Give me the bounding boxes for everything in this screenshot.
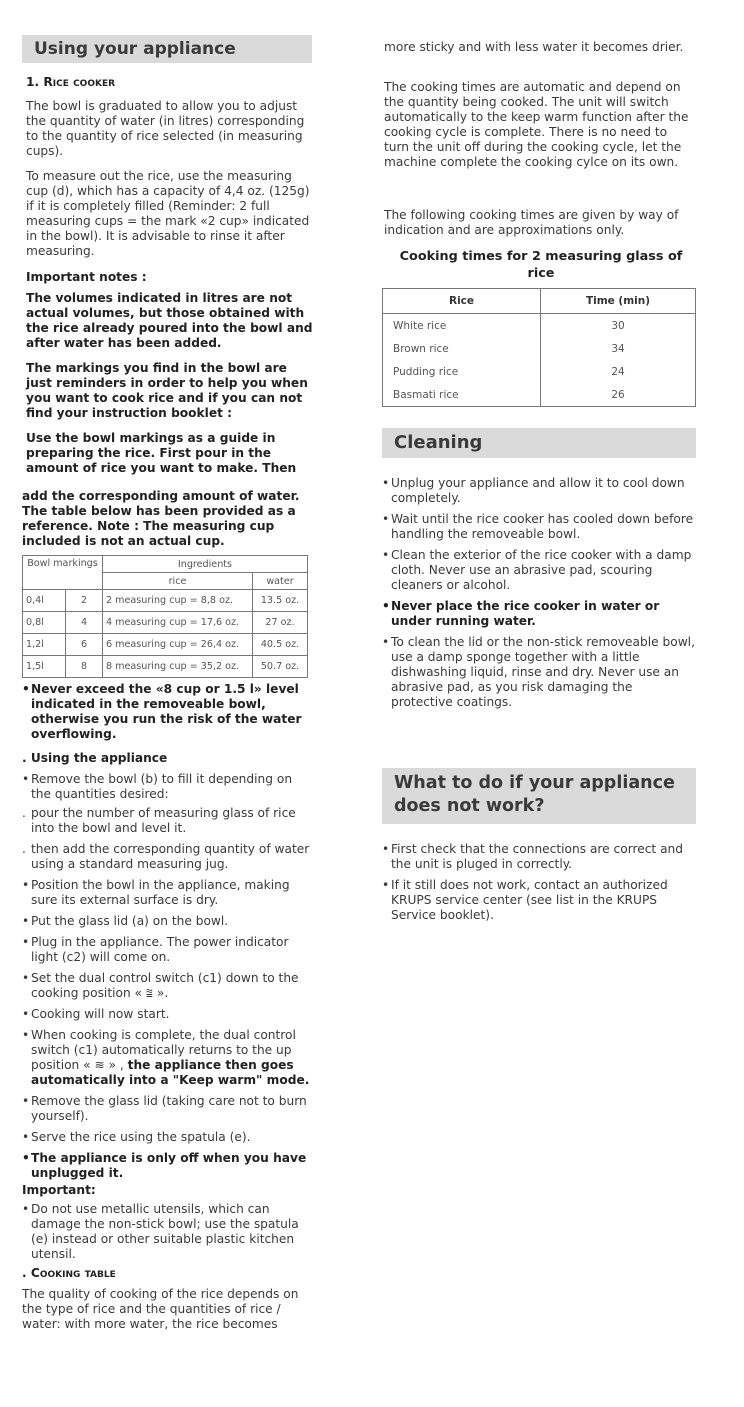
section-title-cleaning: Cleaning: [382, 428, 696, 458]
step-text: Plug in the appliance. The power indicator light (c2) will come on.: [31, 935, 289, 964]
bullet: •: [22, 1094, 30, 1108]
list-item-important: [22, 1202, 310, 1262]
continued-paragraph-2: The cooking times are automatic and depend on the quantity being cooked. The unit will switch automatically to the keep warm function after the cooking cycle is complete. There is no need to turn the unit off during the cooking cycle, let the machine complete the cooking cylce on its own.: [384, 80, 689, 169]
section-title-troubleshooting: What to do if your appliance does not work?: [382, 768, 696, 824]
cleaning-list: [382, 476, 696, 710]
list-item: [22, 842, 310, 872]
trouble-text: First check that the connections are correct and the unit is pluged in correctly.: [391, 842, 684, 871]
step-text: When cooking is complete, the dual control switch (c1) automatically returns to the up position « ≋ » ,: [31, 1028, 296, 1072]
table-row: [383, 337, 696, 360]
bullet: •: [22, 1028, 30, 1042]
bullet: •: [22, 1202, 30, 1216]
bullet: •: [22, 682, 30, 696]
cell-cups: 6: [66, 634, 103, 656]
cell-litres: 0,8l: [23, 612, 66, 634]
left-column: [22, 0, 314, 1331]
cell-rice: 4 measuring cup = 17,6 oz.: [103, 612, 253, 634]
cell-rice-type: Pudding rice: [383, 360, 541, 383]
note-1: The volumes indicated in litres are not actual volumes, but those obtained with the rice already poured into the bowl and after water has been added.: [26, 291, 313, 350]
bullet: •: [382, 548, 390, 562]
continued-paragraph-1: more sticky and with less water it becomes drier.: [384, 40, 684, 54]
table-row: [383, 360, 696, 383]
cleaning-text: Wait until the rice cooker has cooled down before handling the removeable bowl.: [391, 512, 694, 541]
list-item-only-off: [22, 1151, 310, 1181]
intro-paragraph-1: The bowl is graduated to allow you to adjust the quantity of water (in litres) corresponding to the quantity of rice selected (in measuring cups).: [26, 99, 305, 158]
cell-rice-type: Basmati rice: [383, 383, 541, 407]
cell-rice: 6 measuring cup = 26,4 oz.: [103, 634, 253, 656]
bullet: •: [22, 772, 30, 786]
bullet: •: [382, 878, 390, 892]
list-item: [22, 914, 310, 929]
cleaning-text: Never place the rice cooker in water or under running water.: [391, 599, 660, 628]
step-text: then add the corresponding quantity of water using a standard measuring jug.: [31, 842, 310, 871]
table-row: [23, 656, 308, 678]
cell-litres: 1,2l: [23, 634, 66, 656]
using-heading: . Using the appliance: [22, 751, 168, 765]
cell-time: 34: [541, 337, 696, 360]
bullet: •: [22, 1130, 30, 1144]
rice-cooker-heading: 1. Rice cooker: [26, 75, 116, 89]
cell-water: 27 oz.: [253, 612, 308, 634]
cell-cups: 8: [66, 656, 103, 678]
cooking-times-title: Cooking times for 2 measuring glass of rice: [399, 249, 683, 281]
note-3: Use the bowl markings as a guide in preparing the rice. First pour in the amount of rice you want to make. Then: [26, 431, 297, 475]
cleaning-text: Clean the exterior of the rice cooker with a damp cloth. Never use an abrasive pad, scouring cleaners or alcohol.: [391, 548, 692, 592]
col-bowl-markings: Bowl markings: [23, 556, 103, 590]
section-title-using: Using your appliance: [22, 35, 312, 63]
list-item: [22, 935, 310, 965]
bullet: •: [382, 635, 390, 649]
cell-cups: 4: [66, 612, 103, 634]
table-row: [23, 612, 308, 634]
step-text: Set the dual control switch (c1) down to the cooking position « ⩰ ».: [31, 971, 299, 1000]
step-text: Cooking will now start.: [31, 1007, 170, 1021]
list-item: [22, 971, 310, 1001]
continued-paragraph-3: The following cooking times are given by way of indication and are approximations only.: [384, 208, 679, 237]
steps-list: [22, 772, 310, 1332]
trouble-text: If it still does not work, contact an authorized KRUPS service center (see list in the KRUPS Service booklet).: [391, 878, 668, 922]
list-item: [382, 476, 696, 506]
cooking-times-table: [382, 288, 696, 407]
list-item: [22, 878, 310, 908]
bullet: •: [22, 914, 30, 928]
list-item: [22, 1007, 310, 1022]
important-notes-label: Important notes :: [26, 270, 147, 284]
cell-rice-type: Brown rice: [383, 337, 541, 360]
cell-time: 24: [541, 360, 696, 383]
cell-litres: 1,5l: [23, 656, 66, 678]
list-item: [382, 512, 696, 542]
bowl-markings-table: [22, 555, 308, 678]
step-text: Remove the bowl (b) to fill it depending on the quantities desired:: [31, 772, 293, 801]
list-item: [382, 878, 696, 923]
list-item: [22, 1094, 310, 1124]
table-row: [23, 634, 308, 656]
step-text-bold: The appliance is only off when you have unplugged it.: [31, 1151, 307, 1180]
bullet: •: [382, 512, 390, 526]
trouble-list: [382, 842, 696, 923]
cell-water: 13.5 oz.: [253, 590, 308, 612]
cell-time: 30: [541, 314, 696, 338]
cell-cups: 2: [66, 590, 103, 612]
col-water: water: [253, 573, 308, 590]
bullet: •: [22, 971, 30, 985]
list-item: [22, 772, 310, 802]
bullet: •: [22, 935, 30, 949]
list-item-bold: [382, 599, 696, 629]
bullet: .: [22, 842, 26, 856]
bullet: •: [22, 878, 30, 892]
cleaning-text: Unplug your appliance and allow it to cool down completely.: [391, 476, 685, 505]
cleaning-text: To clean the lid or the non-stick removeable bowl, use a damp sponge together with a little dishwashing liquid, rinse and dry. Never use an abrasive pad, as you risk damaging the protective coatings.: [391, 635, 695, 709]
list-item: [382, 548, 696, 593]
step-text: Serve the rice using the spatula (e).: [31, 1130, 251, 1144]
cell-time: 26: [541, 383, 696, 407]
bullet: •: [382, 599, 390, 613]
bullet: •: [22, 1151, 30, 1165]
bullet: .: [22, 806, 26, 820]
warning-item: [22, 682, 317, 742]
step-text-bold: the appliance then goes automatically into a "Keep warm" mode.: [31, 1058, 310, 1087]
table-row: [23, 590, 308, 612]
list-item: [22, 1130, 310, 1145]
step-text: Remove the glass lid (taking care not to burn yourself).: [31, 1094, 307, 1123]
important-label: Important:: [22, 1183, 96, 1197]
cell-water: 50.7 oz.: [253, 656, 308, 678]
step-text: Put the glass lid (a) on the bowl.: [31, 914, 229, 928]
note-4: add the corresponding amount of water. The table below has been provided as a reference. Note : The measuring cup included is not an actual cup.: [22, 489, 300, 548]
step-text: pour the number of measuring glass of rice into the bowl and level it.: [31, 806, 296, 835]
table-row: [383, 314, 696, 338]
table-row: [383, 383, 696, 407]
list-item-keep-warm: [22, 1028, 310, 1088]
step-text: Do not use metallic utensils, which can damage the non-stick bowl; use the spatula (e) instead or other suitable plastic kitchen utensil.: [31, 1202, 299, 1261]
cooking-table-heading: . Cooking table: [22, 1266, 116, 1280]
cell-litres: 0,4l: [23, 590, 66, 612]
list-item: [382, 635, 696, 710]
cell-rice: 2 measuring cup = 8,8 oz.: [103, 590, 253, 612]
col-rice-type: Rice: [383, 289, 541, 314]
list-item: [382, 842, 696, 872]
col-rice: rice: [103, 573, 253, 590]
bullet: •: [382, 842, 390, 856]
cell-rice-type: White rice: [383, 314, 541, 338]
cell-water: 40.5 oz.: [253, 634, 308, 656]
bullet: •: [22, 1007, 30, 1021]
col-ingredients: Ingredients: [103, 556, 308, 573]
step-text: Position the bowl in the appliance, making sure its external surface is dry.: [31, 878, 290, 907]
list-item: [22, 806, 310, 836]
cell-rice: 8 measuring cup = 35,2 oz.: [103, 656, 253, 678]
col-time: Time (min): [541, 289, 696, 314]
warning-text: Never exceed the «8 cup or 1.5 l» level indicated in the removeable bowl, otherwise you run the risk of the water overflowing.: [31, 682, 302, 741]
cooking-paragraph: The quality of cooking of the rice depends on the type of rice and the quantities of rice / water: with more water, the rice becomes: [22, 1287, 299, 1331]
note-2: The markings you find in the bowl are just reminders in order to help you when you want to cook rice and if you can not find your instruction booklet :: [26, 361, 308, 420]
intro-paragraph-2: To measure out the rice, use the measuring cup (d), which has a capacity of 4,4 oz. (125g) if it is completely filled (Reminder: 2 full measuring cups = the mark «2 cup» indicated in the bowl). It is advisable to rinse it after measuring.: [26, 169, 310, 258]
bullet: •: [382, 476, 390, 490]
